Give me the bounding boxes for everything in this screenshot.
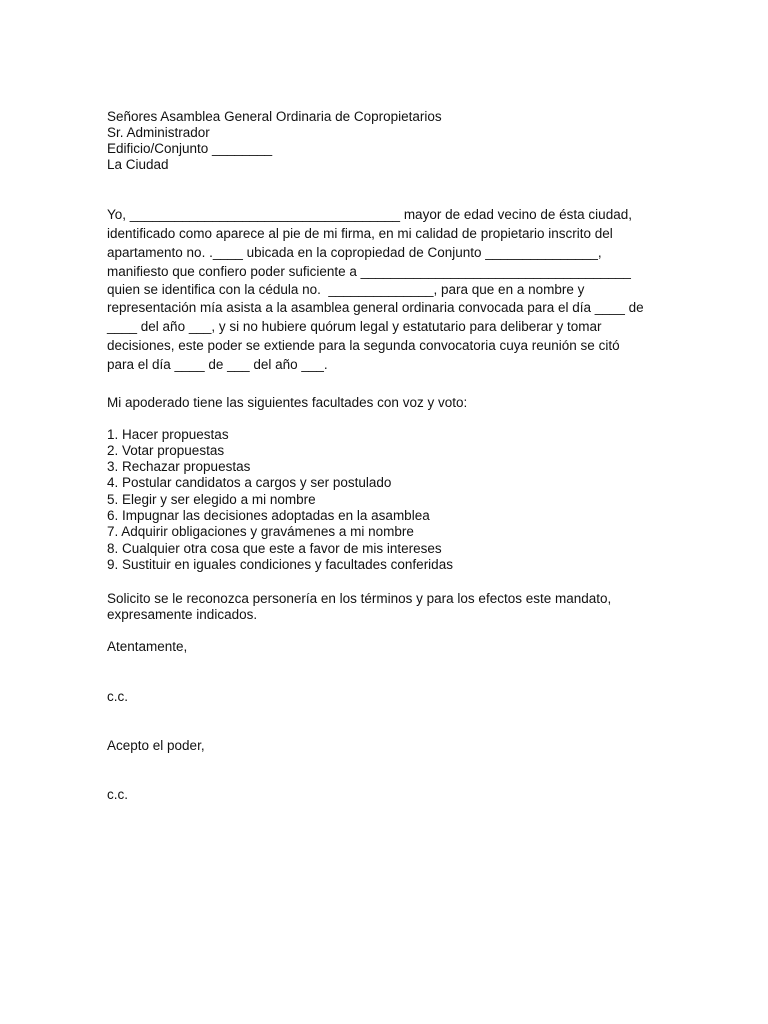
body-paragraph-line: Yo, ____________________________________ mayor de edad vecino de ésta ciudad, bbox=[107, 207, 632, 222]
addressee-line: Sr. Administrador bbox=[107, 125, 210, 140]
signature-id-label: c.c. bbox=[107, 689, 129, 704]
body-paragraph-line: representación mía asista a la asamblea general ordinaria convocada para el día ____ de bbox=[107, 300, 644, 315]
list-item: 1. Hacer propuestas bbox=[107, 427, 229, 442]
acceptance-line: Acepto el poder, bbox=[107, 738, 205, 753]
list-item: 8. Cualquier otra cosa que este a favor de mis intereses bbox=[107, 541, 442, 556]
closing-paragraph-line: Solicito se le reconozca personería en los términos y para los efectos este mandato, bbox=[107, 591, 612, 606]
body-paragraph-line: manifiesto que confiero poder suficiente a ____________________________________ bbox=[107, 264, 631, 279]
list-item: 4. Postular candidatos a cargos y ser postulado bbox=[107, 475, 392, 490]
salutation: Atentamente, bbox=[107, 639, 188, 654]
faculties-intro: Mi apoderado tiene las siguientes facultades con voz y voto: bbox=[107, 395, 468, 410]
list-item: 5. Elegir y ser elegido a mi nombre bbox=[107, 492, 316, 507]
list-item: 2. Votar propuestas bbox=[107, 443, 225, 458]
body-paragraph-line: identificado como aparece al pie de mi firma, en mi calidad de propietario inscrito del bbox=[107, 226, 613, 241]
list-item: 6. Impugnar las decisiones adoptadas en la asamblea bbox=[107, 508, 430, 523]
list-item: 7. Adquirir obligaciones y gravámenes a mi nombre bbox=[107, 524, 414, 539]
body-paragraph-line: quien se identifica con la cédula no. ______________, para que en a nombre y bbox=[107, 282, 585, 297]
body-paragraph-line: para el día ____ de ___ del año ___. bbox=[107, 357, 328, 372]
addressee-line: Edificio/Conjunto ________ bbox=[107, 141, 273, 156]
addressee-line: La Ciudad bbox=[107, 157, 169, 172]
list-item: 3. Rechazar propuestas bbox=[107, 459, 251, 474]
body-paragraph-line: ____ del año ___, y si no hubiere quórum legal y estatutario para deliberar y tomar bbox=[107, 319, 602, 334]
body-paragraph-line: decisiones, este poder se extiende para la segunda convocatoria cuya reunión se citó bbox=[107, 338, 620, 353]
addressee-line: Señores Asamblea General Ordinaria de Copropietarios bbox=[107, 109, 442, 124]
closing-paragraph-line: expresamente indicados. bbox=[107, 607, 258, 622]
list-item: 9. Sustituir en iguales condiciones y facultades conferidas bbox=[107, 557, 453, 572]
signature-id-label: c.c. bbox=[107, 787, 129, 802]
body-paragraph-line: apartamento no. .____ ubicada en la copropiedad de Conjunto _______________, bbox=[107, 245, 602, 260]
